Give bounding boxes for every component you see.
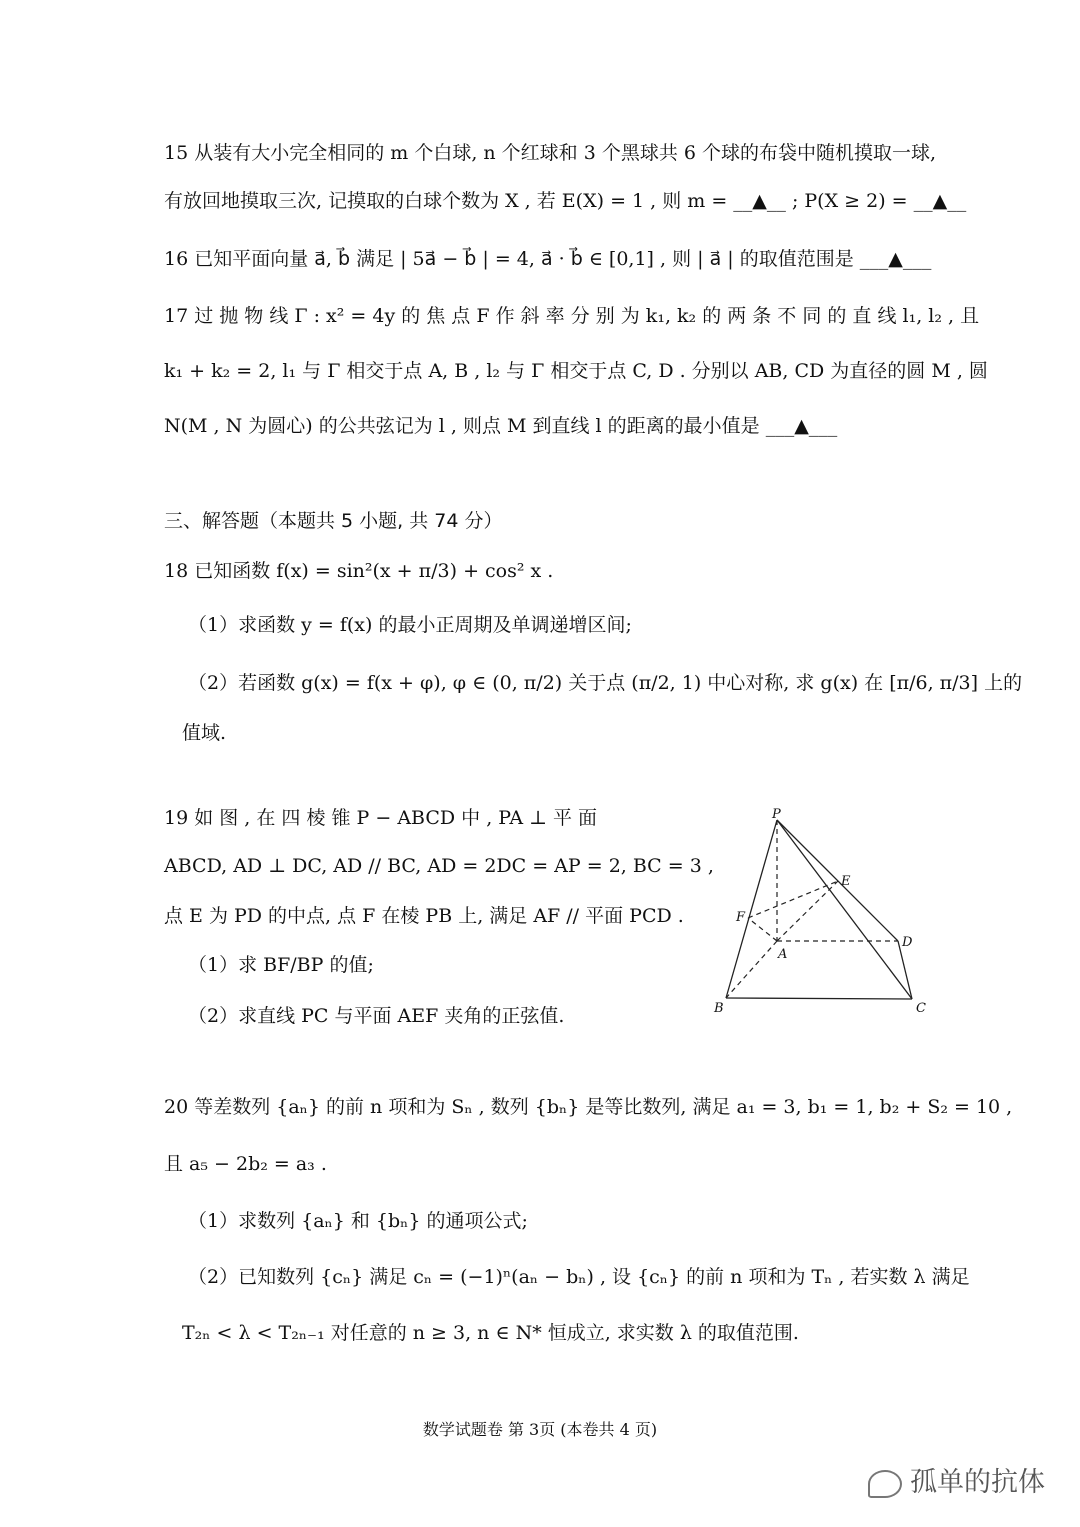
q16-line1: 16 已知平面向量 a⃗, b⃗ 满足 | 5a⃗ − b⃗ | = 4, a⃗ · b⃗ ∈ [0,1] , 则 | a⃗ | 的取值范围是 ___▲___ (164, 248, 932, 270)
q17-line3: N(M , N 为圆心) 的公共弦记为 l , 则点 M 到直线 l 的距离的最小值是 ___▲___ (164, 415, 838, 437)
q18-part2: （2）若函数 g(x) = f(x + φ), φ ∈ (0, π/2) 关于点 (π/2, 1) 中心对称, 求 g(x) 在 [π/6, π/3] 上的 (188, 672, 1023, 694)
q20-part2: （2）已知数列 {cₙ} 满足 cₙ = (−1)ⁿ(aₙ − bₙ) , 设 {cₙ} 的前 n 项和为 Tₙ , 若实数 λ 满足 (188, 1266, 970, 1288)
label-P: P (772, 807, 781, 822)
page-footer: 数学试题卷 第 3页 (本卷共 4 页) (422, 1420, 658, 1439)
label-B: B (714, 1001, 724, 1016)
q18-stem: 18 已知函数 f(x) = sin²(x + π/3) + cos² x . (164, 560, 554, 582)
q20-part2-cont: T₂ₙ < λ < T₂ₙ₋₁ 对任意的 n ≥ 3, n ∈ N* 恒成立, 求实数 λ 的取值范围. (182, 1322, 799, 1344)
q19-line2: ABCD, AD ⊥ DC, AD // BC, AD = 2DC = AP = 2, BC = 3 , (164, 855, 714, 877)
q17-line2: k₁ + k₂ = 2, l₁ 与 Γ 相交于点 A, B , l₂ 与 Γ 相交于点 C, D . 分别以 AB, CD 为直径的圆 M , 圆 (164, 360, 988, 382)
watermark-text: 孤单的抗体 (910, 1467, 1045, 1498)
q19-line1: 19 如 图 , 在 四 棱 锥 P − ABCD 中 , PA ⊥ 平 面 (164, 807, 598, 829)
label-D: D (902, 935, 913, 950)
q17-line1: 17 过 抛 物 线 Γ : x² = 4y 的 焦 点 F 作 斜 率 分 别 为 k₁, k₂ 的 两 条 不 同 的 直 线 l₁, l₂ , 且 (164, 305, 980, 327)
q20-line1: 20 等差数列 {aₙ} 的前 n 项和为 Sₙ , 数列 {bₙ} 是等比数列, 满足 a₁ = 3, b₁ = 1, b₂ + S₂ = 10 , (164, 1096, 1013, 1118)
q18-part2-cont: 值域. (182, 722, 227, 744)
q15-line1: 15 从装有大小完全相同的 m 个白球, n 个红球和 3 个黑球共 6 个球的布袋中随机摸取一球, (164, 142, 937, 164)
edge-PB (726, 820, 777, 998)
section-title: 三、解答题（本题共 5 小题, 共 74 分） (164, 510, 503, 532)
wechat-icon (868, 1470, 902, 1498)
segment-FE (748, 881, 838, 918)
watermark (868, 1460, 1045, 1499)
segment-AF (748, 918, 777, 941)
segment-AE (777, 881, 838, 941)
q15-line2: 有放回地摸取三次, 记摸取的白球个数为 X , 若 E(X) = 1 , 则 m = __▲__ ; P(X ≥ 2) = __▲__ (164, 190, 967, 212)
label-F: F (736, 910, 746, 925)
q19-part2: （2）求直线 PC 与平面 AEF 夹角的正弦值. (188, 1005, 565, 1027)
label-C: C (916, 1001, 926, 1016)
q20-part1: （1）求数列 {aₙ} 和 {bₙ} 的通项公式; (188, 1210, 528, 1232)
q19-line3: 点 E 为 PD 的中点, 点 F 在棱 PB 上, 满足 AF // 平面 PCD . (164, 905, 684, 927)
edge-PC (777, 820, 912, 999)
edge-PD (777, 820, 898, 941)
edge-BC (726, 998, 912, 999)
q19-part1: （1）求 BF/BP 的值; (188, 954, 374, 976)
q20-line2: 且 a₅ − 2b₂ = a₃ . (164, 1153, 327, 1175)
label-A: A (778, 947, 788, 962)
pyramid-figure (700, 805, 945, 1020)
q18-part1: （1）求函数 y = f(x) 的最小正周期及单调递增区间; (188, 614, 632, 636)
label-E: E (841, 874, 851, 889)
